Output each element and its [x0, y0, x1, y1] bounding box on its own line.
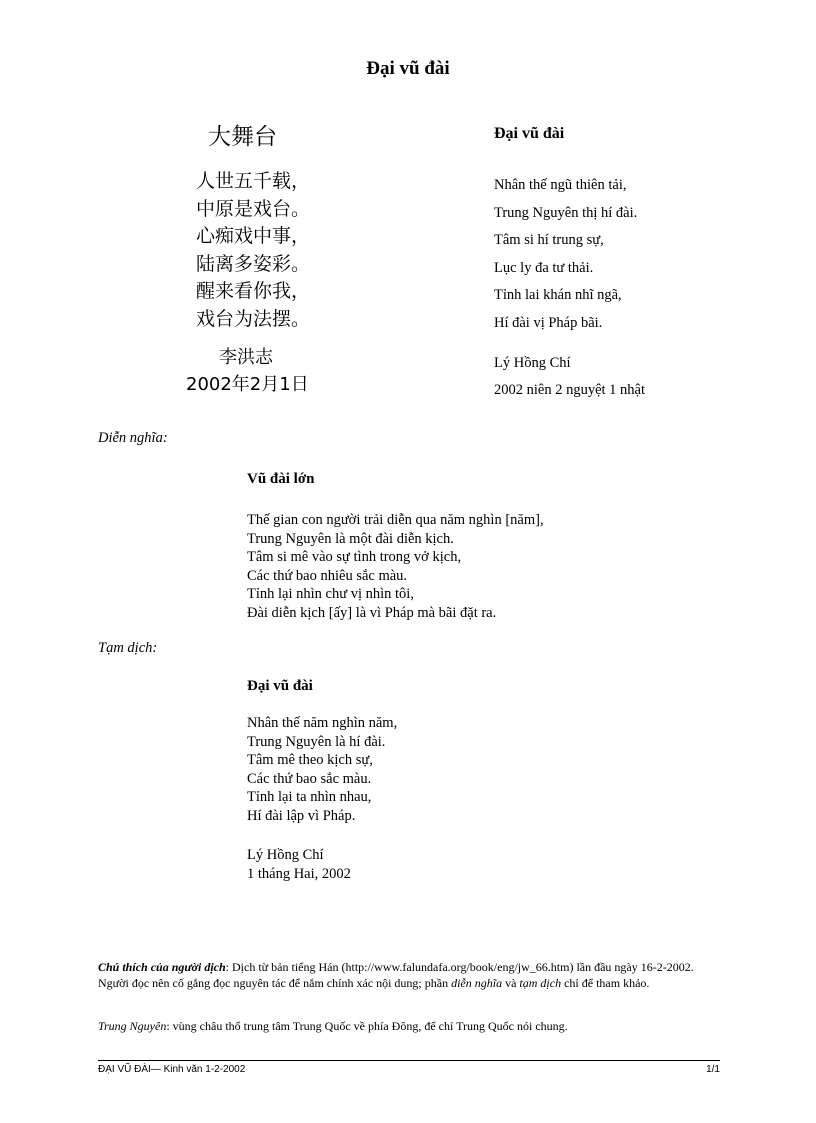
translator-note-emphasis: tạm dịch: [519, 975, 562, 990]
reading-line: Hí đài vị Pháp bãi.: [494, 314, 603, 331]
translation-title: Đại vũ đài: [247, 678, 313, 694]
reading-poem-lines: [494, 172, 637, 337]
translator-note-text: và: [502, 975, 520, 990]
translation-signature: [247, 846, 351, 883]
meaning-label: Diễn nghĩa:: [98, 430, 168, 446]
reading-line: Tâm si hí trung sự,: [494, 232, 604, 248]
meaning-line: Các thứ bao nhiêu sắc màu.: [247, 567, 408, 584]
meaning-line: Tâm si mê vào sự tình trong vở kịch,: [247, 549, 462, 565]
footer-divider: [98, 1060, 720, 1061]
chinese-line: 醒来看你我，: [196, 280, 311, 302]
reading-line: Nhân thế ngũ thiên tải,: [494, 177, 627, 193]
chinese-line: 戏台为法摆。: [196, 307, 311, 330]
reading-signature: [494, 350, 645, 404]
reading-date: 2002 niên 2 nguyệt 1 nhật: [494, 382, 646, 398]
translator-note-label: Chú thích của người dịch: [98, 960, 226, 974]
meaning-line: Thế gian con người trải diễn qua năm nghìn [năm],: [247, 512, 544, 528]
translation-line: Nhân thế năm nghìn năm,: [247, 715, 398, 731]
meaning-line: Tỉnh lại nhìn chư vị nhìn tôi,: [247, 586, 414, 602]
translation-line: Các thứ bao sắc màu.: [247, 770, 372, 787]
chinese-signature: [186, 344, 309, 398]
translation-line: Tỉnh lại ta nhìn nhau,: [247, 789, 372, 805]
reading-line: Trung Nguyên thị hí đài.: [494, 204, 638, 221]
translator-note-text: chỉ để tham khảo.: [561, 975, 650, 990]
reading-line: Lục ly đa tư thải.: [494, 259, 594, 276]
translation-line: Tâm mê theo kịch sự,: [247, 752, 373, 768]
translation-label: Tạm dịch:: [98, 640, 158, 656]
meaning-line: Trung Nguyên là một đài diễn kịch.: [247, 530, 454, 547]
term-note: [98, 1019, 720, 1035]
document-title: Đại vũ đài: [366, 58, 450, 79]
meaning-lines: [247, 511, 544, 622]
chinese-author: 李洪志: [219, 347, 273, 368]
term-note-text: : vùng châu thổ trung tâm Trung Quốc về phía Đông, để chỉ Trung Quốc nói chung.: [166, 1019, 568, 1033]
footer-page-number: 1/1: [706, 1064, 720, 1075]
translator-note: [98, 960, 720, 991]
reading-poem-title: Đại vũ đài: [494, 125, 565, 142]
chinese-poem-title: 大舞台: [208, 124, 277, 150]
translation-lines: [247, 714, 397, 825]
chinese-line: 人世五千载，: [196, 170, 311, 192]
translation-date: 1 tháng Hai, 2002: [247, 865, 351, 882]
chinese-date: 2002年2月1日: [186, 374, 309, 395]
translation-author: Lý Hồng Chí: [247, 847, 324, 863]
reading-line: Tỉnh lai khán nhĩ ngã,: [494, 287, 622, 303]
chinese-line: 中原是戏台。: [196, 197, 311, 220]
translation-line: Trung Nguyên là hí đài.: [247, 733, 386, 750]
meaning-title: Vũ đài lớn: [247, 471, 315, 487]
translator-note-emphasis: diễn nghĩa: [451, 975, 503, 990]
meaning-line: Đài diễn kịch [ấy] là vì Pháp mà bãi đặt ra.: [247, 604, 497, 621]
chinese-line: 心痴戏中事，: [196, 225, 311, 247]
footer-document-label: ĐẠI VŨ ĐÀI— Kinh văn 1-2-2002: [98, 1064, 246, 1075]
chinese-poem-lines: [196, 168, 310, 333]
translation-line: Hí đài lập vì Pháp.: [247, 807, 356, 824]
reading-author: Lý Hồng Chí: [494, 355, 571, 371]
translator-note-text: : Dịch từ bản tiếng Hán (http://www.falundafa.org/book/eng/jw_66.htm) lần đầu ngày 16-2-2002. Người đọc nên cố gắng đọc nguyên tác để nắm chính xác nội dung; phần: [98, 960, 694, 990]
term-note-term: Trung Nguyên: [98, 1019, 167, 1033]
chinese-line: 陆离多姿彩。: [196, 252, 311, 275]
